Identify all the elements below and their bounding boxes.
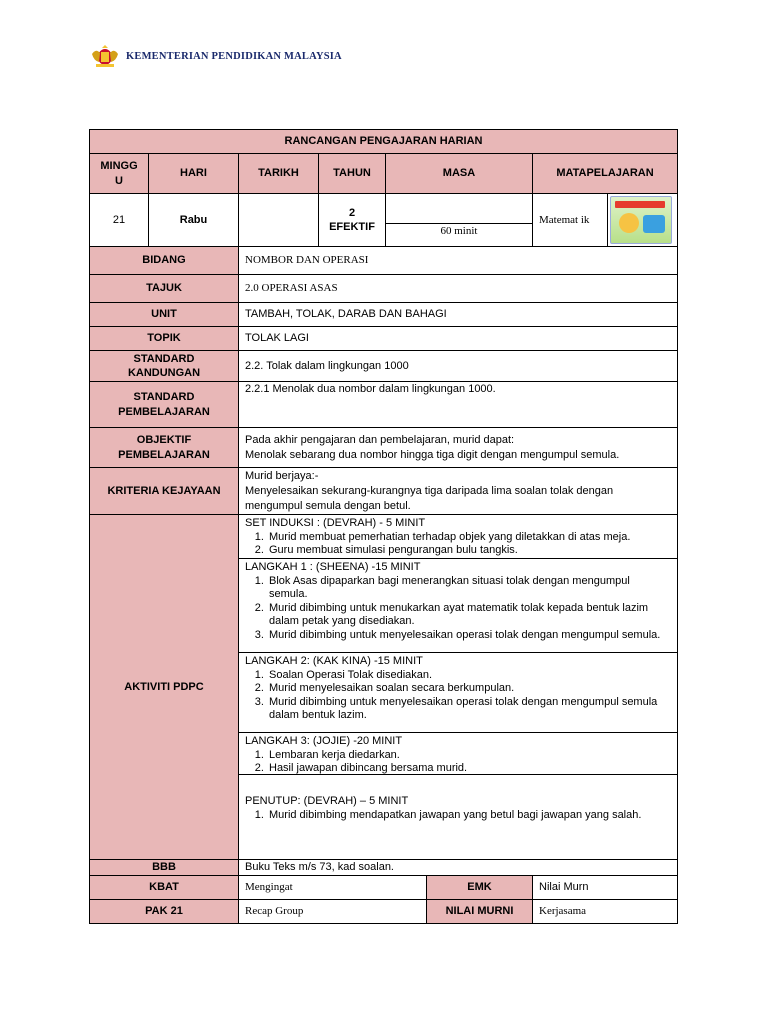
label-standard-pembelajaran: STANDARD PEMBELAJARAN (90, 382, 239, 428)
list-item: 1. Murid membuat pemerhatian terhadap objek yang diletakkan di atas meja. (267, 531, 671, 545)
aktiviti-langkah-1 (239, 559, 677, 653)
aktiviti-set-induksi (239, 515, 677, 559)
kriteria-line-2: Menyelesaikan sekurang-kurangnya tiga daripada lima soalan tolak dengan mengumpul semula dengan betul. (245, 484, 614, 512)
value-masa-cell (386, 194, 533, 247)
list-item: 1. Murid dibimbing mendapatkan jawapan yang betul bagi jawapan yang salah. (267, 809, 671, 823)
value-standard-kandungan: 2.2. Tolak dalam lingkungan 1000 (239, 351, 678, 382)
aktiviti-heading: LANGKAH 1 : (SHEENA) -15 MINIT (245, 561, 421, 573)
ministry-name: KEMENTERIAN PENDIDIKAN MALAYSIA (126, 50, 342, 62)
kriteria-line-1: Murid berjaya:- (245, 469, 319, 482)
col-tarikh: TARIKH (239, 154, 319, 194)
value-nilai-murni: Kerjasama (533, 900, 678, 924)
textbook-cover-cell (608, 194, 678, 247)
value-unit: TAMBAH, TOLAK, DARAB DAN BAHAGI (239, 303, 678, 327)
label-objektif: OBJEKTIF PEMBELAJARAN (90, 428, 239, 468)
label-emk: EMK (427, 876, 533, 900)
label-tajuk: TAJUK (90, 275, 239, 303)
value-bbb: Buku Teks m/s 73, kad soalan. (239, 860, 678, 876)
value-tahun: 2 EFEKTIF (319, 194, 386, 247)
col-tahun: TAHUN (319, 154, 386, 194)
aktiviti-langkah-3 (239, 733, 677, 775)
list-item: 2. Murid menyelesaikan soalan secara berkumpulan. (267, 682, 671, 696)
value-masa-top (386, 202, 532, 224)
value-bidang: NOMBOR DAN OPERASI (239, 247, 678, 275)
aktiviti-heading: SET INDUKSI : (DEVRAH) - 5 MINIT (245, 517, 426, 529)
list-item: 3. Murid dibimbing untuk menyelesaikan operasi tolak dengan mengumpul semula dalam bentuk lazim. (267, 696, 671, 723)
value-matapelajaran: Matemat ik (533, 194, 608, 247)
label-kbat: KBAT (90, 876, 239, 900)
col-masa: MASA (386, 154, 533, 194)
label-kriteria: KRITERIA KEJAYAAN (90, 468, 239, 515)
list-item: 2. Guru membuat simulasi pengurangan bulu tangkis. (267, 544, 671, 558)
value-minggu: 21 (90, 194, 149, 247)
value-tajuk: 2.0 OPERASI ASAS (239, 275, 678, 303)
value-emk: Nilai Murn (533, 876, 678, 900)
aktiviti-langkah-2 (239, 653, 677, 733)
value-aktiviti (239, 515, 678, 860)
ministry-header (90, 44, 342, 68)
value-objektif (239, 428, 678, 468)
label-standard-kandungan: STANDARD KANDUNGAN (90, 351, 239, 382)
list-item: 3. Murid dibimbing untuk menyelesaikan operasi tolak dengan mengumpul semula. (267, 629, 671, 643)
aktiviti-heading: LANGKAH 2: (KAK KINA) -15 MINIT (245, 655, 423, 667)
list-item: 1. Soalan Operasi Tolak disediakan. (267, 669, 671, 683)
objektif-line-2: Menolak sebarang dua nombor hingga tiga digit dengan mengumpul semula. (245, 448, 620, 461)
aktiviti-heading: LANGKAH 3: (JOJIE) -20 MINIT (245, 735, 403, 747)
list-item: 1. Lembaran kerja diedarkan. (267, 749, 671, 763)
lesson-plan-table (89, 129, 678, 924)
col-minggu: MINGG U (90, 154, 149, 194)
value-topik: TOLAK LAGI (239, 327, 678, 351)
list-item: 2. Hasil jawapan dibincang bersama murid. (267, 762, 671, 776)
value-kbat: Mengingat (239, 876, 427, 900)
list-item: 2. Murid dibimbing untuk menukarkan ayat matematik tolak kepada bentuk lazim dalam petak yang disediakan. (267, 602, 671, 629)
aktiviti-penutup (239, 775, 677, 825)
plan-title: RANCANGAN PENGAJARAN HARIAN (90, 130, 678, 154)
list-item: 1. Blok Asas dipaparkan bagi menerangkan situasi tolak dengan mengumpul semula. (267, 575, 671, 602)
value-kriteria (239, 468, 678, 515)
label-bbb: BBB (90, 860, 239, 876)
value-hari: Rabu (149, 194, 239, 247)
label-bidang: BIDANG (90, 247, 239, 275)
textbook-cover-image (610, 196, 672, 244)
value-standard-pembelajaran: 2.2.1 Menolak dua nombor dalam lingkungan 1000. (239, 382, 678, 428)
label-nilai-murni: NILAI MURNI (427, 900, 533, 924)
col-hari: HARI (149, 154, 239, 194)
col-matapelajaran: MATAPELAJARAN (533, 154, 678, 194)
label-pak21: PAK 21 (90, 900, 239, 924)
label-aktiviti: AKTIVITI PDPC (90, 515, 239, 860)
value-tarikh (239, 194, 319, 247)
aktiviti-heading: PENUTUP: (DEVRAH) – 5 MINIT (245, 795, 409, 807)
value-masa: 60 minit (440, 225, 478, 238)
value-pak21: Recap Group (239, 900, 427, 924)
malaysia-crest-icon (90, 44, 120, 68)
label-unit: UNIT (90, 303, 239, 327)
objektif-line-1: Pada akhir pengajaran dan pembelajaran, murid dapat: (245, 434, 515, 447)
label-topik: TOPIK (90, 327, 239, 351)
